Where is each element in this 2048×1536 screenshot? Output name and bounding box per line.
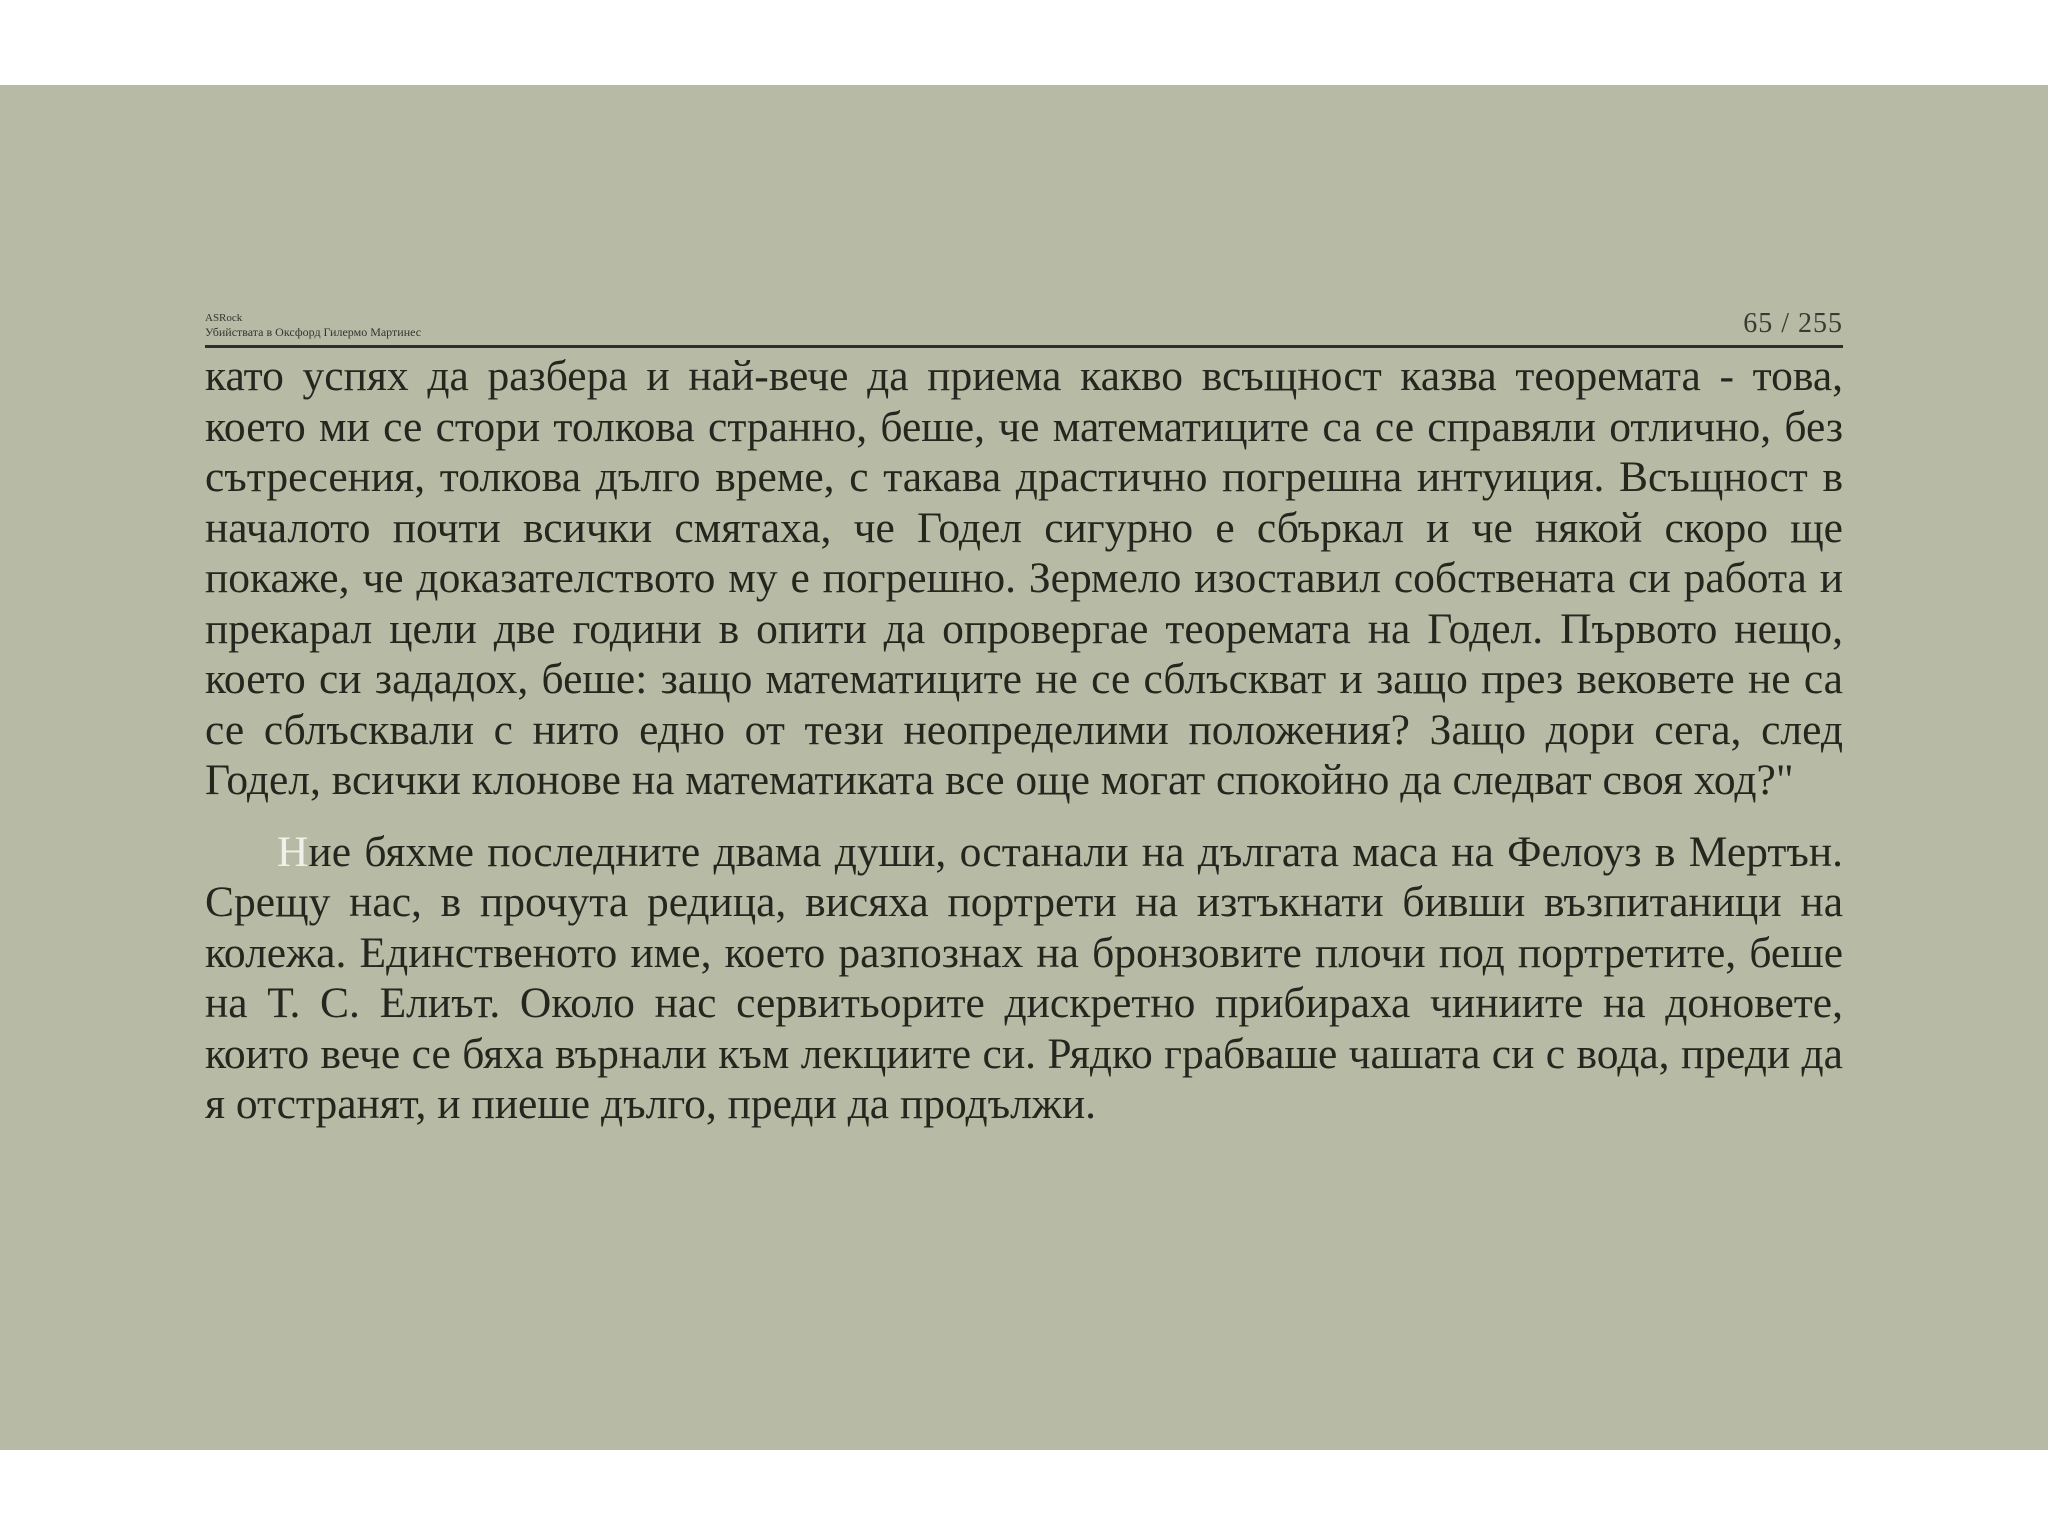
header-book-title: Убийствата в Оксфорд Гилермо Мартинес (205, 325, 422, 339)
paragraph (205, 827, 1843, 1130)
header-meta (205, 311, 421, 339)
paragraph-initial: Н (277, 827, 309, 876)
running-header (205, 223, 1843, 348)
page-counter: 65 / 255 (1743, 308, 1843, 339)
reader-page[interactable] (0, 85, 2048, 1450)
paragraph: като успях да разбера и най-вече да приема какво всъщност казва теоремата - това, което ми се стори толкова странно, беше, че математиците са се справяли отлично, без сътресения, толкова дълго време, с такава драстично погрешна интуиция. Всъщност в началото почти всички смятаха, че Годел сигурно е сбъркал и че някой скоро ще покаже, че доказателството му е погрешно. Зермело изоставил собствената си работа и прекарал цели две години в опити да опровергае теоремата на Годел. Първото нещо, което си зададох, беше: защо математиците не се сблъскват и защо през вековете не са се сблъсквали с нито едно от тези неопределими положения? Защо дори сега, след Годел, всички клонове на математиката все още могат спокойно да следват своя ход?" (205, 352, 1843, 804)
book-text (205, 351, 1843, 1130)
paragraph-text: ие бяхме последните двама души, останали на дългата маса на Фелоуз в Мертън. Срещу нас, в прочута редица, висяха портрети на изтъкнати бивши възпитаници на колежа. Единственото име, което разпознах на бронзовите плочи под портретите, беше на Т. С. Елиът. Около нас сервитьорите дискретно прибираха чиниите на доновете, които вече се бяха върнали към лекциите си. Рядко грабваше чашата си с вода, преди да я отстранят, и пиеше дълго, преди да продължи. (205, 827, 1843, 1128)
header-author: ASRock (205, 312, 243, 324)
